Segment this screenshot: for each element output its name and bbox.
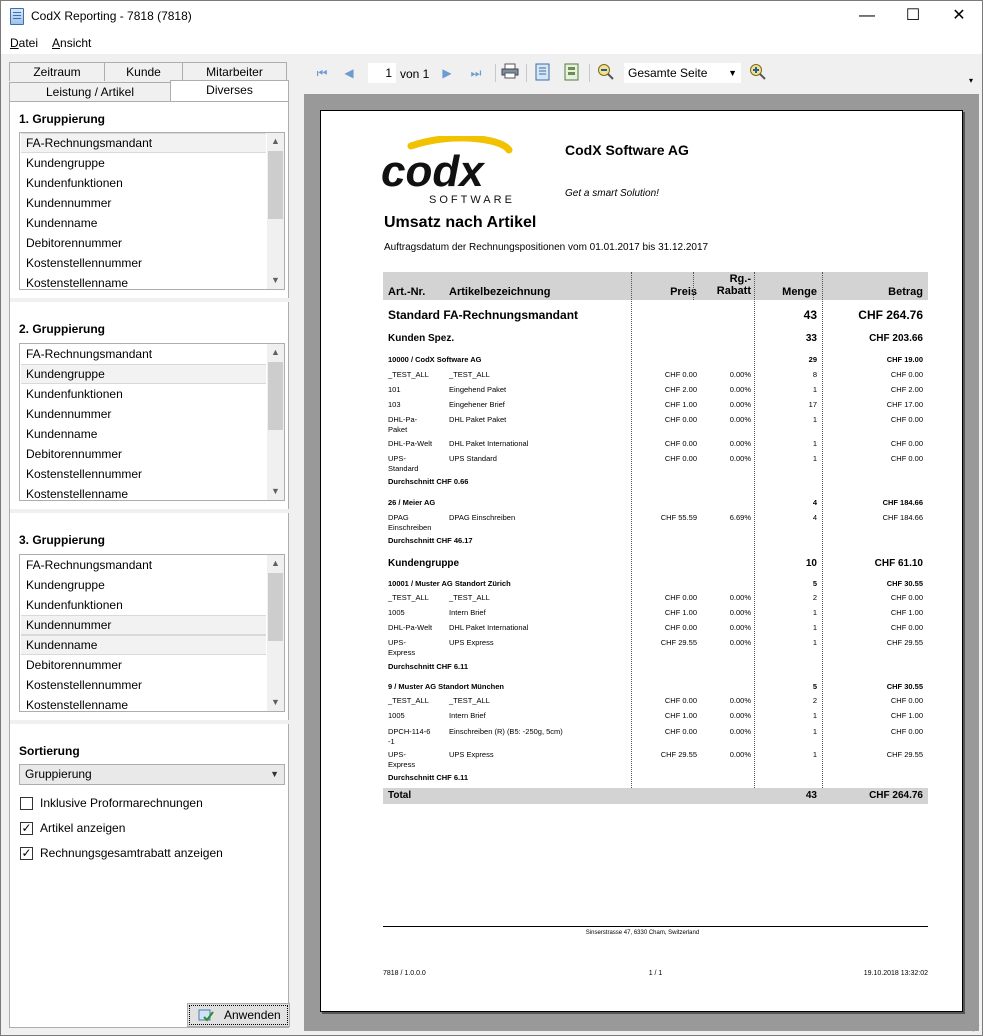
item-menge: 1 [812, 623, 817, 632]
toolbar-separator [589, 64, 590, 82]
app-icon [10, 8, 24, 25]
item-rabatt: 0.00% [729, 439, 751, 448]
list-item[interactable]: Kostenstellenname [26, 698, 129, 712]
checkbox-artikel[interactable]: ✓ [21, 821, 32, 835]
footer-address: Sinserstrasse 47, 6330 Cham, Switzerland [585, 930, 700, 936]
list-item[interactable]: Debitorennummer [26, 658, 123, 672]
tab-leistung-artikel[interactable]: Leistung / Artikel [9, 82, 171, 101]
scroll-thumb[interactable] [268, 573, 283, 641]
report-subtitle: Auftragsdatum der Rechnungspositionen vom 01.01.2017 bis 31.12.2017 [384, 242, 709, 253]
scroll-thumb[interactable] [268, 151, 283, 219]
maximize-button[interactable]: ☐ [905, 7, 921, 24]
sort-select[interactable] [19, 764, 285, 785]
item-preis: CHF 55.59 [660, 513, 697, 522]
zoom-in-icon[interactable] [748, 63, 768, 83]
prev-page-icon[interactable]: ◀ [344, 66, 354, 80]
checkbox-artikel-label: Artikel anzeigen [40, 821, 126, 835]
report-title: Umsatz nach Artikel [384, 214, 537, 231]
list-item[interactable]: Kundenname [26, 427, 98, 441]
scrollbar[interactable] [267, 555, 284, 711]
average-label: Durchschnitt CHF 6.11 [388, 773, 469, 782]
customer-menge: 4 [812, 498, 817, 507]
customer-menge: 5 [812, 682, 817, 691]
item-bezeichnung: UPS Standard [449, 454, 497, 463]
svg-text:codx: codx [381, 147, 484, 196]
tab-mitarbeiter[interactable]: Mitarbeiter [182, 62, 287, 81]
item-menge: 1 [812, 608, 817, 617]
toolbar-overflow-icon[interactable]: ▾ [968, 76, 973, 85]
apply-label: Anwenden [224, 1008, 281, 1022]
item-menge: 1 [812, 454, 817, 463]
item-artnr-cont: Express [388, 760, 416, 769]
report-preview[interactable] [304, 94, 979, 1031]
item-bezeichnung: UPS Express [449, 750, 494, 759]
item-preis: CHF 1.00 [664, 608, 697, 617]
scroll-up-icon[interactable]: ▲ [271, 558, 280, 568]
group-mandant-menge: 43 [803, 308, 817, 322]
toolbar-separator [495, 64, 496, 82]
resize-grip-icon[interactable]: ⋰ [972, 1024, 980, 1033]
item-preis: CHF 0.00 [664, 696, 697, 705]
item-artnr-cont: Einschreiben [388, 523, 432, 532]
item-menge: 1 [812, 439, 817, 448]
page-number-input[interactable]: 1 [368, 63, 396, 83]
list-item[interactable]: Kostenstellenname [26, 276, 129, 290]
tab-page-diverses [9, 101, 289, 1028]
item-preis: CHF 1.00 [664, 400, 697, 409]
item-menge: 17 [808, 400, 817, 409]
item-bezeichnung: DHL Paket International [449, 623, 529, 632]
group-mandant-name: Standard FA-Rechnungsmandant [388, 308, 579, 322]
toolbar-separator [526, 64, 527, 82]
grouping-3-list[interactable] [19, 554, 285, 712]
filter-panel [5, 57, 291, 1030]
col-rabatt-1: Rg.- [729, 273, 751, 285]
item-artnr: DHL-Pa-Welt [388, 439, 433, 448]
item-betrag: CHF 0.00 [890, 454, 923, 463]
column-divider [822, 272, 823, 804]
item-rabatt: 0.00% [729, 385, 751, 394]
item-artnr: 1005 [388, 608, 405, 617]
item-menge: 1 [812, 711, 817, 720]
column-divider [693, 272, 694, 300]
item-menge: 8 [812, 370, 817, 379]
total-menge: 43 [805, 790, 817, 801]
item-preis: CHF 0.00 [664, 593, 697, 602]
item-menge: 1 [812, 750, 817, 759]
footer-page: 1 / 1 [648, 970, 663, 977]
customer-betrag: CHF 184.66 [882, 498, 923, 507]
next-page-icon[interactable]: ▶ [442, 66, 452, 80]
item-bezeichnung: Einschreiben (R) (B5: -250g, 5cm) [449, 727, 563, 736]
tab-diverses[interactable]: Diverses [170, 80, 289, 101]
customer-betrag: CHF 30.55 [886, 579, 923, 588]
apply-icon [198, 1008, 214, 1022]
item-artnr: UPS- [388, 454, 406, 463]
item-artnr: 1005 [388, 711, 405, 720]
item-menge: 2 [812, 593, 817, 602]
splitter[interactable] [292, 56, 299, 1032]
customer-betrag: CHF 19.00 [886, 355, 923, 364]
item-preis: CHF 0.00 [664, 370, 697, 379]
list-item[interactable]: Kostenstellennummer [26, 256, 143, 270]
menu-ansicht[interactable]: Ansicht [52, 36, 92, 50]
item-artnr: DHL-Pa-Welt [388, 623, 433, 632]
item-bezeichnung: _TEST_ALL [449, 593, 490, 602]
grouping-2-title: 2. Gruppierung [19, 322, 106, 336]
group-kundengruppe-betrag: CHF 61.10 [874, 558, 923, 569]
item-rabatt: 0.00% [729, 750, 751, 759]
col-menge: Menge [782, 286, 817, 298]
col-bezeichnung: Artikelbezeichnung [449, 286, 551, 298]
page-count-label: von 1 [400, 67, 430, 81]
item-artnr-cont: -1 [388, 737, 395, 746]
checkbox-proforma-label: Inklusive Proformarechnungen [40, 796, 203, 810]
item-betrag: CHF 1.00 [890, 608, 923, 617]
grouping-1-list[interactable] [19, 132, 285, 290]
total-row [383, 788, 928, 804]
item-artnr: DPAG [388, 513, 409, 522]
item-betrag: CHF 29.55 [886, 638, 923, 647]
customer-name: 26 / Meier AG [388, 498, 436, 507]
customer-menge: 5 [812, 579, 817, 588]
divider [10, 298, 290, 302]
list-item[interactable]: Kundennummer [26, 196, 112, 210]
item-preis: CHF 0.00 [664, 727, 697, 736]
list-item[interactable]: Kostenstellenname [26, 487, 129, 501]
item-bezeichnung: Intern Brief [449, 711, 486, 720]
average-label: Durchschnitt CHF 6.11 [388, 662, 469, 671]
item-artnr: _TEST_ALL [388, 370, 429, 379]
scroll-down-icon[interactable]: ▼ [271, 486, 280, 496]
list-item[interactable]: Kundenname [26, 216, 98, 230]
item-bezeichnung: DPAG Einschreiben [449, 513, 516, 522]
col-preis: Preis [670, 286, 697, 298]
grouping-1-title: 1. Gruppierung [19, 112, 106, 126]
tab-kunde[interactable]: Kunde [104, 62, 183, 81]
item-rabatt: 0.00% [729, 454, 751, 463]
item-bezeichnung: UPS Express [449, 638, 494, 647]
scroll-up-icon[interactable]: ▲ [271, 347, 280, 357]
print-icon[interactable] [500, 63, 520, 83]
table-header [383, 272, 928, 300]
item-betrag: CHF 0.00 [890, 696, 923, 705]
list-item[interactable]: Kundenfunktionen [26, 387, 123, 401]
customer-menge: 29 [808, 355, 817, 364]
list-item[interactable]: Kundenname [21, 635, 266, 655]
item-rabatt: 0.00% [729, 415, 751, 424]
item-menge: 1 [812, 385, 817, 394]
item-rabatt: 0.00% [729, 696, 751, 705]
item-artnr-cont: Paket [388, 425, 408, 434]
item-artnr: 101 [388, 385, 401, 394]
company-name: CodX Software AG [565, 142, 689, 158]
item-preis: CHF 2.00 [664, 385, 697, 394]
item-preis: CHF 1.00 [664, 711, 697, 720]
item-betrag: CHF 0.00 [890, 439, 923, 448]
item-artnr: DPCH-114-6 [388, 727, 431, 736]
item-artnr: _TEST_ALL [388, 593, 429, 602]
checkbox-rabatt[interactable]: ✓ [21, 846, 32, 860]
item-betrag: CHF 2.00 [890, 385, 923, 394]
item-menge: 2 [812, 696, 817, 705]
item-menge: 1 [812, 638, 817, 647]
last-page-icon[interactable]: ⏭ [470, 66, 482, 80]
item-rabatt: 0.00% [729, 727, 751, 736]
col-artnr: Art.-Nr. [388, 286, 426, 298]
total-betrag: CHF 264.76 [869, 790, 923, 801]
item-artnr-cont: Standard [388, 464, 419, 473]
list-item[interactable]: Debitorennummer [26, 447, 123, 461]
minimize-button[interactable]: — [859, 7, 875, 24]
item-menge: 1 [812, 727, 817, 736]
item-rabatt: 0.00% [729, 638, 751, 647]
close-button[interactable]: ✕ [952, 7, 966, 24]
item-rabatt: 6.69% [729, 513, 751, 522]
average-label: Durchschnitt CHF 0.66 [388, 477, 469, 486]
list-item[interactable]: Kundennummer [21, 615, 266, 635]
item-artnr-cont: Express [388, 648, 416, 657]
footer-line [383, 926, 928, 927]
item-artnr: UPS- [388, 638, 406, 647]
item-artnr: DHL-Pa- [388, 415, 418, 424]
sort-title: Sortierung [19, 744, 80, 758]
zoom-select[interactable] [624, 63, 741, 83]
item-bezeichnung: _TEST_ALL [449, 370, 490, 379]
item-rabatt: 0.00% [729, 711, 751, 720]
list-item[interactable]: Kundengruppe [26, 156, 105, 170]
average-label: Durchschnitt CHF 46.17 [388, 536, 473, 545]
list-item[interactable]: FA-Rechnungsmandant [21, 133, 266, 153]
report-page [320, 110, 963, 1012]
scroll-down-icon[interactable]: ▼ [271, 697, 280, 707]
list-item[interactable]: Kundengruppe [21, 364, 266, 384]
scrollbar[interactable] [267, 133, 284, 289]
item-preis: CHF 29.55 [660, 750, 697, 759]
list-item[interactable]: Kundennummer [26, 407, 112, 421]
item-rabatt: 0.00% [729, 623, 751, 632]
slogan: Get a smart Solution! [565, 188, 659, 199]
menu-datei[interactable]: Datei [10, 36, 39, 50]
item-rabatt: 0.00% [729, 608, 751, 617]
item-artnr: 103 [388, 400, 401, 409]
item-bezeichnung: _TEST_ALL [449, 696, 490, 705]
column-divider [631, 272, 632, 804]
item-preis: CHF 0.00 [664, 454, 697, 463]
window-title: CodX Reporting - 7818 (7818) [31, 9, 192, 23]
customer-name: 10000 / CodX Software AG [388, 355, 482, 364]
group-kunden-spez-name: Kunden Spez. [388, 333, 455, 344]
item-menge: 1 [812, 415, 817, 424]
checkbox-proforma[interactable] [20, 797, 33, 810]
item-preis: CHF 0.00 [664, 439, 697, 448]
title-bar[interactable] [1, 1, 982, 32]
menu-bar [1, 32, 982, 54]
list-item[interactable]: Kundenfunktionen [26, 176, 123, 190]
list-item[interactable]: Debitorennummer [26, 236, 123, 250]
page-setup-icon[interactable] [533, 63, 553, 83]
list-item[interactable]: Kundenfunktionen [26, 598, 123, 612]
chevron-down-icon: ▼ [270, 769, 279, 779]
divider [10, 720, 290, 724]
item-bezeichnung: DHL Paket International [449, 439, 529, 448]
list-item[interactable]: FA-Rechnungsmandant [26, 347, 153, 361]
item-preis: CHF 29.55 [660, 638, 697, 647]
footer-timestamp: 19.10.2018 13:32:02 [863, 970, 928, 977]
column-divider [754, 272, 755, 804]
item-artnr: _TEST_ALL [388, 696, 429, 705]
item-betrag: CHF 184.66 [882, 513, 923, 522]
item-betrag: CHF 17.00 [886, 400, 923, 409]
item-bezeichnung: Eingehener Brief [449, 400, 505, 409]
svg-text:SOFTWARE: SOFTWARE [429, 194, 515, 206]
apply-button[interactable] [187, 1003, 290, 1027]
item-betrag: CHF 0.00 [890, 593, 923, 602]
item-bezeichnung: Eingehend Paket [449, 385, 507, 394]
item-betrag: CHF 0.00 [890, 370, 923, 379]
divider [10, 509, 290, 513]
checkbox-rabatt-label: Rechnungsgesamtrabatt anzeigen [40, 846, 223, 860]
col-betrag: Betrag [888, 286, 923, 298]
scroll-down-icon[interactable]: ▼ [271, 275, 280, 285]
export-icon[interactable] [562, 63, 582, 83]
scroll-up-icon[interactable]: ▲ [271, 136, 280, 146]
col-rabatt-2: Rabatt [716, 285, 751, 297]
item-bezeichnung: Intern Brief [449, 608, 486, 617]
item-preis: CHF 0.00 [664, 415, 697, 424]
list-item[interactable]: Kostenstellennummer [26, 678, 143, 692]
customer-name: 9 / Muster AG Standort München [388, 682, 504, 691]
group-kundengruppe-menge: 10 [805, 558, 817, 569]
tab-zeitraum[interactable]: Zeitraum [9, 62, 105, 81]
group-mandant-betrag: CHF 264.76 [858, 308, 923, 322]
list-item[interactable]: Kostenstellennummer [26, 467, 143, 481]
item-rabatt: 0.00% [729, 593, 751, 602]
scroll-thumb[interactable] [268, 362, 283, 430]
group-kundengruppe-name: Kundengruppe [388, 558, 460, 569]
viewer-toolbar [301, 59, 981, 88]
chevron-down-icon: ▼ [728, 68, 737, 78]
list-item[interactable]: Kundengruppe [26, 578, 105, 592]
item-betrag: CHF 0.00 [890, 727, 923, 736]
group-kunden-spez-betrag: CHF 203.66 [869, 333, 923, 344]
item-artnr: UPS- [388, 750, 406, 759]
first-page-icon[interactable]: ⏮ [316, 66, 328, 80]
grouping-2-list[interactable] [19, 343, 285, 501]
codx-logo [381, 136, 537, 206]
zoom-value: Gesamte Seite [628, 66, 708, 80]
scrollbar[interactable] [267, 344, 284, 500]
customer-betrag: CHF 30.55 [886, 682, 923, 691]
item-betrag: CHF 0.00 [890, 623, 923, 632]
item-rabatt: 0.00% [729, 370, 751, 379]
total-label: Total [388, 790, 412, 801]
item-bezeichnung: DHL Paket Paket [449, 415, 507, 424]
item-rabatt: 0.00% [729, 400, 751, 409]
item-menge: 4 [812, 513, 817, 522]
footer-version: 7818 / 1.0.0.0 [383, 970, 426, 977]
customer-name: 10001 / Muster AG Standort Zürich [388, 579, 511, 588]
list-item[interactable]: FA-Rechnungsmandant [26, 558, 153, 572]
sort-value: Gruppierung [25, 767, 92, 781]
zoom-out-icon[interactable] [596, 63, 616, 83]
grouping-3-title: 3. Gruppierung [19, 533, 106, 547]
item-preis: CHF 0.00 [664, 623, 697, 632]
item-betrag: CHF 1.00 [890, 711, 923, 720]
item-betrag: CHF 0.00 [890, 415, 923, 424]
item-betrag: CHF 29.55 [886, 750, 923, 759]
group-kunden-spez-menge: 33 [805, 333, 817, 344]
